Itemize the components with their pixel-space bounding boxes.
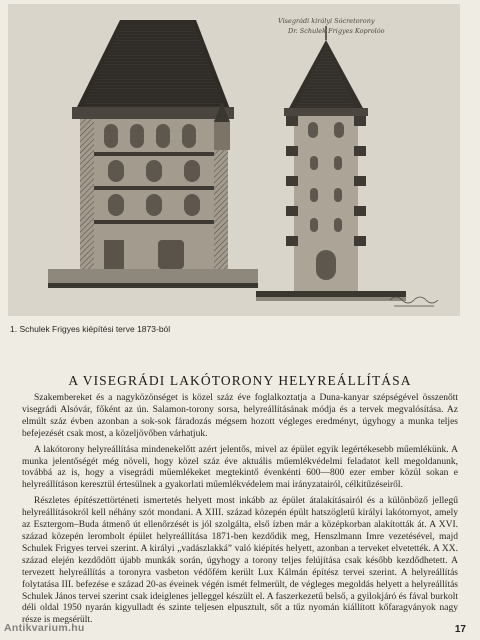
- watermark: Antikvarium.hu: [4, 622, 85, 634]
- architectural-drawing: [8, 4, 460, 316]
- paragraph-3: Részletes építészettörténeti ismertetés helyett most inkább az épület átalakításairól és a különböző jellegű helyreállításokról kell néhány szót mondani. A XIII. század közepén épült hatszögletű királyi lakótornyot, amely az Esztergom–Buda átmenő út ellenőrzését is jól szolgálta, első ízben már a középkorban alakították át. A XVI. század közepén lerombolt épület helyreállítása 1871-ben kezdődik meg, Henszlmann Imre vezetésével, majd Schulek Frigyes tervei szerint. A királyi „vadászlakká” való kiépítés helyett, azonban a terveket elvetették. A XX. század elején kezdődött újabb munkák során, úgyhogy a torony teljes felújítása csak később kezdődhetett. A tervezett helyreállítás a toronyra vasbeton védőfém került Lux Kálmán építész tervei szerint. A helyreállítás folytatása III. befezése e század 20-as éveinek végén ismét felmerült, de végleges megoldás helyett a helyreállítás Schulek János tervei szerint csak ideiglenes jelleggel készült el. A faszerkezetű belső, a gyilokjáró és fával burkolt déli oldal 1950 nyarán kigyulladt és szinte teljesen elpusztult, sőt a tűz nyomán kiállított kőfaragványok nagy része is megsérült.: [22, 496, 458, 625]
- plate-title-line-1: Visegrádi királyi Sócretorony: [278, 17, 375, 25]
- figure-caption: 1. Schulek Frigyes kiépítési terve 1873-ból: [10, 324, 171, 334]
- paragraph-2: A lakótorony helyreállítása mindenekelőtt azért jelentős, mivel az épület egyik legértékesebb műemlékünk. A munka jelentőségét még növeli, hogy közel száz éve aktuális műemlékvédelmi feladatot kell megoldanunk, továbbá az is, hogy a visegrádi műemlékeket megtekintő évenkénti 600—800 ezer ember közül sokan e helyreállításon keresztül értesülnek a gyakorlati műemlékvédelem mai irányzatairól, célkitűzéseiről.: [22, 444, 458, 491]
- tower-drawing-illustration: [8, 4, 460, 316]
- right-tower-elevation: [256, 26, 406, 301]
- article-body: [22, 393, 458, 625]
- plate-title: [278, 16, 385, 36]
- article-title: A VISEGRÁDI LAKÓTORONY HELYREÁLLÍTÁSA: [68, 373, 412, 388]
- plate-title-line-2: Dr. Schulek Frigyes Koprolóo: [288, 27, 385, 35]
- left-tower-section: [48, 20, 258, 288]
- paragraph-1: Szakembereket és a nagyközönséget is közel száz éve foglalkoztatja a Duna-kanyar szépségével összenőtt visegrádi Alsóvár, főként az ún. Salamon-torony sorsa, helyreállításának módja és a tervek megvalósítása. Az elmúlt száz évben azonban a sok-sok fáradozás mégsem hozott végleges eredményt, úgyhogy a munka teljes befejezését csak most, a közeljövőben várhatjuk.: [22, 393, 458, 439]
- page-number: 17: [454, 624, 466, 635]
